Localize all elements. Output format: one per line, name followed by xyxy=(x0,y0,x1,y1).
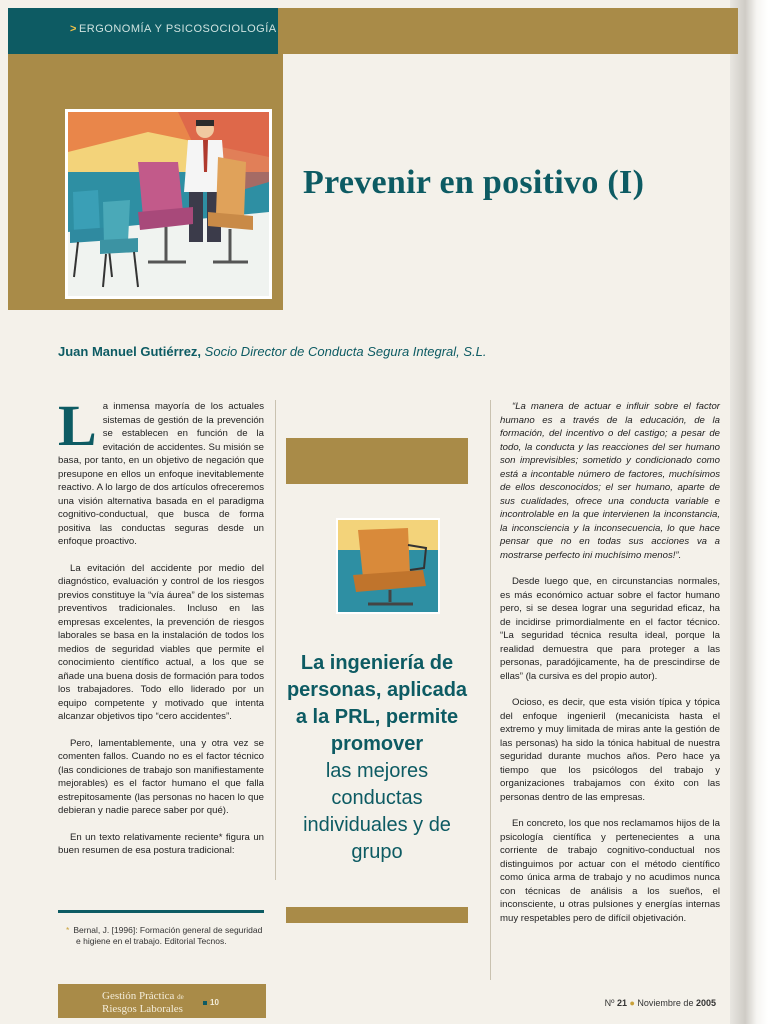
column-divider xyxy=(275,400,276,880)
author-name: Juan Manuel Gutiérrez, xyxy=(58,344,202,359)
paragraph: Desde luego que, en circunstancias normales, es más económico actuar sobre el factor humano pero, si se desea lograr una seguridad eficaz, ha de incidirse primordialmente en el factor técnico. “La seguridad técnica resulta ideal, porque la realidad demuestra que para proteger a las personas, paradójicamente, ha de prescindirse de ellas” (la cursiva es del propio autor). xyxy=(500,576,720,682)
issue-dot-icon: ● xyxy=(629,998,635,1008)
hero-panel xyxy=(8,54,283,310)
footer-publication xyxy=(58,984,266,1018)
author-role: Socio Director de Conducta Segura Integral, S.L. xyxy=(204,344,487,359)
paragraph: En concreto, los que nos reclamamos hijos de la psicología científica y pertenecientes a una corriente de trabajo cognitivo-conductual nos distinguimos por actuar con el método científico como única arma de trabajo y no acudimos nunca con técnicas de análisis a los sueños, el inconsciente, u otras pulsiones y energías internas muy respetables pero de difícil objetivación. xyxy=(500,818,720,924)
chair-illustration xyxy=(336,518,440,614)
quote-paragraph: “La manera de actuar e influir sobre el factor humano es a través de la educación, de la formación, del incentivo o del castigo; a pesar de todo, la conducta y las reacciones del ser humano son imprevisibles; sometido y condicionado como está a incontable número de factores, muchísimos de ellos desconocidos; el ser humano, aparte de sus cualidades, ofrece una conducta variable e incontrolable en la que intervienen la inconstancia, la inconsciencia y la inconsecuencia, lo que hace pensar que no en todas sus acciones va a mostrarse perfecto ini muchísimo menos!”. xyxy=(500,401,720,561)
section-arrow: > xyxy=(70,23,77,35)
right-column xyxy=(500,400,720,938)
publication-de: de xyxy=(177,993,184,1001)
issue-number: 21 xyxy=(616,998,627,1008)
paragraph: La evitación del accidente por medio del diagnóstico, evaluación y control de los riesgos previos constituye la “vía áurea” de los sistemas preventivos tradicionales. Incluso en las empresas excelentes, la prevención de riesgos laborales se basa en la instalación de todos los medios de seguridad viables que permite el conocimiento científico actual, a los que se añade una buena dosis de formación para todos los trabajadores. Todo ello liderado por un equipo competente y motivado que intenta alcanzar objetivos tipo “cero accidentes”. xyxy=(58,562,264,722)
section-tag xyxy=(8,8,278,54)
issue-month: Noviembre de xyxy=(637,998,694,1008)
issue-year: 2005 xyxy=(695,998,716,1008)
left-column xyxy=(58,393,264,871)
footer-dot-icon xyxy=(203,1001,207,1005)
section-label: ERGONOMÍA Y PSICOSOCIOLOGÍA xyxy=(78,23,277,35)
page-edge-shadow xyxy=(730,0,768,1024)
paragraph: Pero, lamentablemente, una y otra vez se comenten fallos. Cuando no es el factor técnico (las condiciones de trabajo son manifiestamente mejorables) es el factor humano el que falla estrepitosamente (las personas no hacen lo que debieran y nadie parece saber por qué). xyxy=(58,737,264,816)
paragraph: En un texto relativamente reciente* figura un buen resumen de esa postura tradicional: xyxy=(58,831,264,856)
pull-quote xyxy=(286,650,468,866)
article-title: Prevenir en positivo (I) xyxy=(303,164,645,201)
byline xyxy=(58,344,487,359)
column-divider xyxy=(490,400,491,980)
pull-quote-bold: La ingeniería de personas, aplicada a la PRL, permite promover xyxy=(286,652,468,755)
page-number: 10 xyxy=(210,998,219,1007)
footnote-marker: * xyxy=(66,925,70,935)
publication-line1: Gestión Práctica xyxy=(102,990,175,1002)
paragraph: La inmensa mayoría de los actuales sistemas de gestión de la prevención se establecen en función de la evitación de accidentes. Su misión se basa, por tanto, en un objetivo de negación que presupone en ellos un enfoque inevitablemente reactivo. A lo largo de dos artículos ofreceremos una visión alternativa basada en el paradigma cognitivo-conductual, que busca de forma positiva las conductas seguras desde un enfoque proactivo. xyxy=(58,393,264,547)
center-bar-top xyxy=(286,438,468,484)
footnote-rule xyxy=(58,910,264,913)
issue-prefix: Nº xyxy=(604,998,615,1008)
dropcap: L xyxy=(58,393,97,458)
center-bar-bottom xyxy=(286,907,468,923)
footnote-text: Bernal, J. [1996]: Formación general de seguridad e higiene en el trabajo. Editorial Tecnos. xyxy=(73,925,263,946)
hero-illustration xyxy=(65,109,272,299)
footer-issue xyxy=(605,998,716,1008)
footnote xyxy=(66,925,266,947)
paragraph: Ocioso, es decir, que esta visión típica y tópica del enfoque ingenieril (mecanicista hasta el extremo y muy limitada de miras ante la gestión de las personas) ha sido la tónica habitual de nuestra seguridad durante muchos años. Pero hace ya tiempo que los psicólogos del trabajo y organizaciones trabajamos con éxito con las personas dentro de las empresas. xyxy=(500,697,720,803)
publication-line2: Riesgos Laborales xyxy=(102,1003,183,1015)
pull-quote-normal: las mejores conductas individuales y de grupo xyxy=(303,760,451,863)
